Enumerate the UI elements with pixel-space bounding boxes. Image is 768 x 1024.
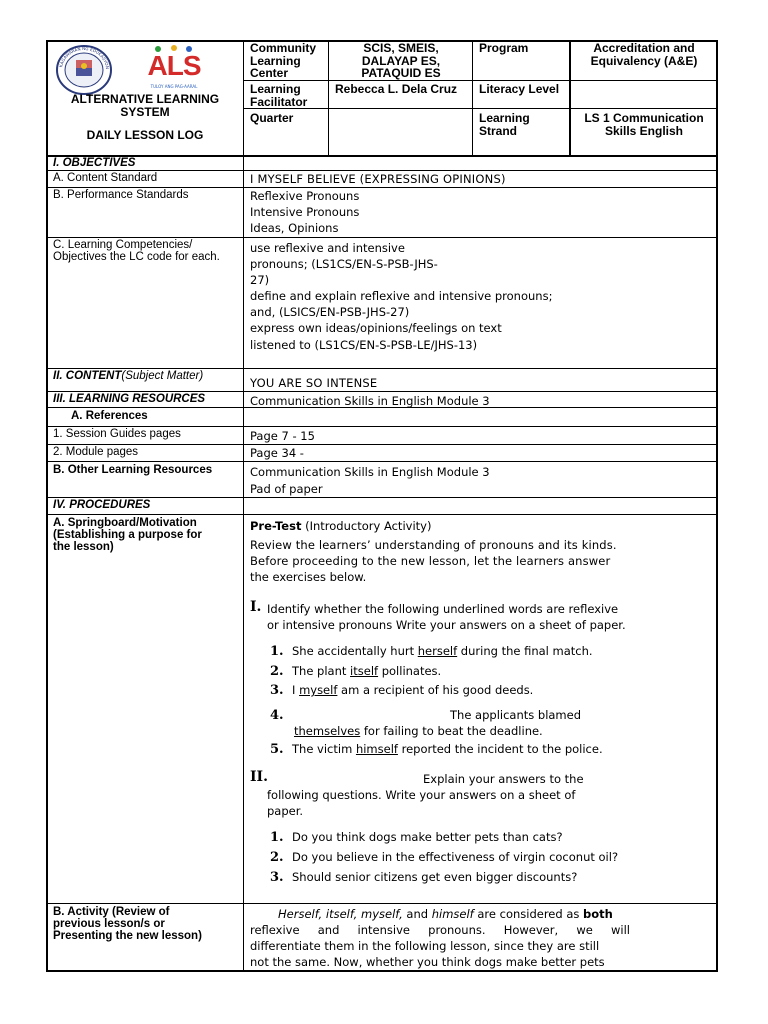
resources-heading: III. LEARNING RESOURCES: [53, 393, 206, 405]
header-vline-2: [328, 40, 329, 157]
springboard-label-3: the lesson): [53, 541, 114, 553]
activity-are: are considered as: [473, 907, 584, 921]
part1-line-2: or intensive pronouns Write your answers on a sheet of paper.: [267, 618, 626, 632]
row-line-3: [46, 237, 718, 238]
item1-3: [270, 682, 533, 699]
item1-3-num: 3.: [270, 683, 284, 698]
activity-label-2: previous lesson/s or: [53, 918, 165, 930]
part1-line-1: Identify whether the following underlined words are reflexive: [267, 602, 619, 616]
competency-line-2: pronouns; (LS1CS/EN-S-PSB-JHS-: [250, 257, 438, 271]
performance-line-2: Intensive Pronouns: [250, 205, 360, 219]
session-label: 1. Session Guides pages: [53, 428, 181, 440]
content-heading-italic: (Subject Matter): [121, 370, 204, 382]
activity-label-3: Presenting the new lesson): [53, 930, 202, 942]
module-label: 2. Module pages: [53, 446, 139, 458]
item1-5-pre: The victim: [292, 742, 356, 756]
activity-and: and: [402, 907, 432, 921]
performance-line-1: Reflexive Pronouns: [250, 189, 360, 203]
session-value: Page 7 - 15: [250, 429, 315, 443]
header-hline-1: [243, 80, 718, 81]
row-line-9: [46, 461, 718, 462]
facilitator-label: Learning Facilitator: [250, 82, 308, 109]
header-vline-1: [243, 40, 244, 157]
objectives-heading: I. OBJECTIVES: [53, 157, 136, 169]
competency-line-7: listened to (LS1CS/EN-S-PSB-LE/JHS-13): [250, 338, 478, 352]
procedures-heading: IV. PROCEDURES: [53, 499, 151, 511]
other-resource-line-2: Pad of paper: [250, 482, 323, 496]
program-label: Program: [479, 41, 529, 55]
item1-5-post: reported the incident to the police.: [397, 742, 603, 756]
strand-value: LS 1 Communication Skills English: [584, 111, 704, 138]
item1-1-num: 1.: [270, 644, 284, 659]
item1-3-pre: I: [292, 683, 300, 697]
activity-line-3: differentiate them in the following lesson, since they are still: [250, 939, 600, 953]
content-heading-bold: II. CONTENT: [53, 370, 122, 382]
row-line-7: [46, 426, 718, 427]
content-standard-value: I MYSELF BELIEVE (EXPRESSING OPINIONS): [250, 172, 506, 186]
intro-line-1: Review the learners’ understanding of pronouns and its kinds.: [250, 538, 617, 552]
item1-1-post: during the final match.: [457, 644, 593, 658]
pretest-rest: (Introductory Activity): [301, 519, 432, 533]
als-logo-letters: ALS: [147, 50, 201, 81]
competency-line-6: express own ideas/opinions/feelings on text: [250, 321, 502, 335]
competencies-label-1: C. Learning Competencies/: [53, 239, 193, 251]
resources-heading-value: Communication Skills in English Module 3: [250, 394, 490, 408]
row-line-11: [46, 514, 718, 515]
als-logo: [146, 44, 202, 96]
item1-4-num: 4.: [270, 708, 284, 723]
item1-1-pre: She accidentally hurt: [292, 644, 418, 658]
part2-line-2: following questions. Write your answers on a sheet of: [267, 788, 576, 802]
header-hline-2: [243, 108, 718, 109]
activity-label-1: B. Activity (Review of: [53, 906, 170, 918]
literacy-label: Literacy Level: [479, 82, 560, 96]
item2-2-num: 2.: [270, 850, 284, 865]
item1-5-num: 5.: [270, 742, 284, 757]
quarter-label: Quarter: [250, 111, 294, 125]
clc-value: SCIS, SMEIS, DALAYAP ES, PATAQUID ES: [361, 41, 441, 80]
svg-text:KAGAWARAN NG EDUKASYON: KAGAWARAN NG EDUKASYON: [58, 45, 111, 70]
item1-2-underlined: itself: [350, 664, 379, 678]
activity-line-1: [278, 906, 630, 922]
item1-1: [270, 643, 593, 660]
header-vline-4: [569, 40, 571, 157]
header-vline-3: [472, 40, 473, 157]
part1-roman: I.: [250, 599, 262, 615]
item1-4-cont: [294, 723, 543, 739]
row-line-8: [46, 444, 718, 445]
frame-left: [46, 40, 48, 972]
performance-label: B. Performance Standards: [53, 189, 189, 201]
item1-2-post: pollinates.: [378, 664, 442, 678]
deped-seal-ring-text: [55, 44, 113, 96]
header-bottom-line: [46, 155, 718, 157]
row-line-2: [46, 187, 718, 188]
activity-himself: himself: [431, 907, 474, 921]
activity-line-4: not the same. Now, whether you think dogs make better pets: [250, 955, 605, 969]
facilitator-value: Rebecca L. Dela Cruz: [335, 82, 458, 96]
item2-2: [270, 849, 618, 866]
item1-4: [270, 707, 581, 724]
pretest-bold: Pre-Test: [250, 519, 302, 533]
frame-right: [716, 40, 718, 972]
item1-5-underlined: himself: [355, 742, 398, 756]
row-line-4: [46, 368, 718, 369]
competencies-label-2: Objectives the LC code for each.: [53, 251, 220, 263]
item2-3-text: Should senior citizens get even bigger discounts?: [292, 870, 578, 884]
org-title: ALTERNATIVE LEARNING SYSTEM: [70, 92, 220, 119]
row-line-12: [46, 903, 718, 904]
activity-both: both: [583, 907, 613, 921]
competency-line-4: define and explain reflexive and intensive pronouns;: [250, 289, 553, 303]
item2-1: [270, 829, 563, 846]
competency-line-1: use reflexive and intensive: [250, 241, 405, 255]
program-value: Accreditation and Equivalency (A&E): [590, 41, 698, 68]
item1-5: [270, 741, 603, 758]
item1-4-post: for failing to beat the deadline.: [360, 724, 543, 738]
intro-line-3: the exercises below.: [250, 570, 367, 584]
als-logo-tagline: TULOY ANG PAG-AARAL: [150, 84, 198, 89]
content-standard-label: A. Content Standard: [53, 172, 158, 184]
content-value: YOU ARE SO INTENSE: [250, 376, 378, 390]
content-heading: [53, 370, 203, 383]
item1-4-underlined: themselves: [294, 724, 361, 738]
springboard-label-1: A. Springboard/Motivation: [53, 517, 197, 529]
springboard-label-2: (Establishing a purpose for: [53, 529, 202, 541]
part2-line-1: Explain your answers to the: [423, 772, 584, 786]
intro-line-2: Before proceeding to the new lesson, let the learners answer: [250, 554, 611, 568]
item2-3-num: 3.: [270, 870, 284, 885]
clc-label: Community Learning Center: [250, 41, 316, 80]
item1-3-post: am a recipient of his good deeds.: [337, 683, 534, 697]
item2-1-text: Do you think dogs make better pets than cats?: [292, 830, 563, 844]
other-resources-label: B. Other Learning Resources: [53, 464, 213, 476]
item1-2-pre: The plant: [292, 664, 351, 678]
part2-line-3: paper.: [267, 804, 304, 818]
item2-3: [270, 869, 577, 886]
item2-1-num: 1.: [270, 830, 284, 845]
references-label: A. References: [71, 410, 148, 422]
performance-line-3: Ideas, Opinions: [250, 221, 339, 235]
item1-1-underlined: herself: [417, 644, 458, 658]
pretest-title: [250, 518, 431, 534]
competency-line-3: 27): [250, 273, 270, 287]
item1-3-underlined: myself: [299, 683, 338, 697]
part2-roman: II.: [250, 769, 268, 785]
item1-2-num: 2.: [270, 664, 284, 679]
competency-line-5: and, (LSICS/EN-PSB-JHS-27): [250, 305, 410, 319]
activity-line-2: reflexive and intensive pronouns. However, we will: [250, 923, 630, 937]
log-title: DAILY LESSON LOG: [86, 128, 204, 142]
item1-4-pre: The applicants blamed: [450, 708, 582, 722]
frame-bottom: [46, 970, 718, 972]
strand-label: Learning Strand: [479, 111, 530, 138]
module-value: Page 34 -: [250, 446, 304, 460]
row-line-10: [46, 497, 718, 498]
row-line-5: [46, 391, 718, 392]
body-vline: [243, 155, 244, 972]
item1-2: [270, 663, 441, 680]
activity-italic: Herself, itself, myself,: [278, 907, 403, 921]
item2-2-text: Do you believe in the effectiveness of virgin coconut oil?: [292, 850, 619, 864]
other-resource-line-1: Communication Skills in English Module 3: [250, 465, 490, 479]
